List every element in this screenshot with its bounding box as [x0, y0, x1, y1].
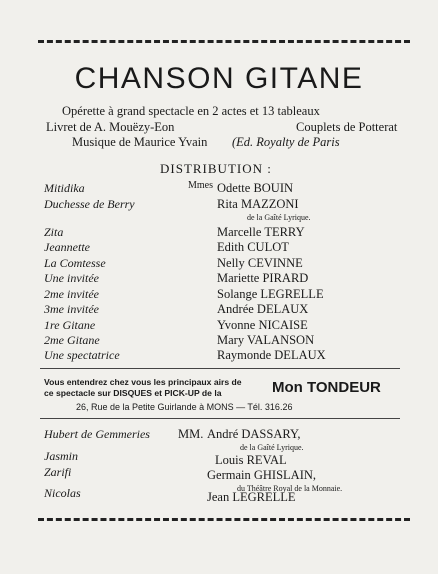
actor-name: Solange LEGRELLE — [217, 287, 324, 301]
actor-name: Jean LEGRELLE — [207, 490, 296, 504]
ad-address: 26, Rue de la Petite Guirlande à MONS — Tél. 316.26 — [76, 402, 293, 412]
mesdames-prefix: Mmes — [188, 180, 213, 191]
role-name: Jasmin — [44, 449, 78, 463]
actor-name: Edith CULOT — [217, 240, 289, 254]
role-name: La Comtesse — [44, 256, 106, 270]
couplets-credit: Couplets de Potterat — [296, 120, 398, 134]
page-title: CHANSON GITANE — [74, 62, 364, 95]
actor-name: Mary VALANSON — [217, 333, 315, 347]
actor-name: Odette BOUIN — [217, 181, 294, 195]
actor-name: Yvonne NICAISE — [217, 318, 308, 332]
actor-name: Germain GHISLAIN, — [207, 468, 317, 482]
libretto-credit: Livret de A. Mouëzy-Eon — [46, 120, 175, 134]
role-name: Jeannette — [44, 240, 90, 254]
role-name: 2me invitée — [44, 287, 99, 301]
music-credit: Musique de Maurice Yvain — [72, 135, 208, 149]
actor-name: Nelly CEVINNE — [217, 256, 303, 270]
actor-name: Mariette PIRARD — [217, 271, 309, 285]
actor-name: Louis REVAL — [215, 453, 287, 467]
role-name: Zita — [44, 225, 64, 239]
distribution-heading: DISTRIBUTION : — [160, 161, 272, 176]
messieurs-prefix: MM. — [178, 427, 204, 441]
actor-note: du Théâtre Royal de la Monnaie. — [237, 484, 343, 493]
role-name: Zarifi — [44, 465, 72, 479]
role-name: Mitidika — [44, 181, 85, 195]
role-name: Duchesse de Berry — [44, 197, 135, 211]
ad-top-divider — [40, 368, 400, 369]
role-name: Une spectatrice — [44, 348, 120, 362]
role-name: 3me invitée — [44, 302, 99, 316]
role-name: Une invitée — [44, 271, 99, 285]
role-name: Nicolas — [44, 486, 81, 500]
bottom-dashed-rule — [38, 518, 410, 521]
actor-name: André DASSARY, — [207, 427, 301, 441]
publisher-credit: (Ed. Royalty de Paris — [232, 135, 340, 149]
actor-name: Rita MAZZONI — [217, 197, 299, 211]
actor-note: de la Gaîté Lyrique. — [240, 443, 304, 452]
actor-name: Andrée DELAUX — [217, 302, 309, 316]
actor-note: de la Gaîté Lyrique. — [247, 213, 311, 222]
subtitle-line: Opérette à grand spectacle en 2 actes et 13 tableaux — [62, 104, 320, 118]
actor-name: Raymonde DELAUX — [217, 348, 326, 362]
top-dashed-rule — [38, 40, 410, 43]
ad-line-2: ce spectacle sur DISQUES et PICK-UP de la — [44, 388, 222, 398]
actor-name: Marcelle TERRY — [217, 225, 305, 239]
ad-line-1: Vous entendrez chez vous les principaux airs de — [44, 377, 242, 387]
role-name: 1re Gitane — [44, 318, 96, 332]
ad-bottom-divider — [40, 418, 400, 419]
ad-shop-name: Mon TONDEUR — [272, 379, 381, 396]
role-name: Hubert de Gemmeries — [44, 427, 150, 441]
role-name: 2me Gitane — [44, 333, 100, 347]
